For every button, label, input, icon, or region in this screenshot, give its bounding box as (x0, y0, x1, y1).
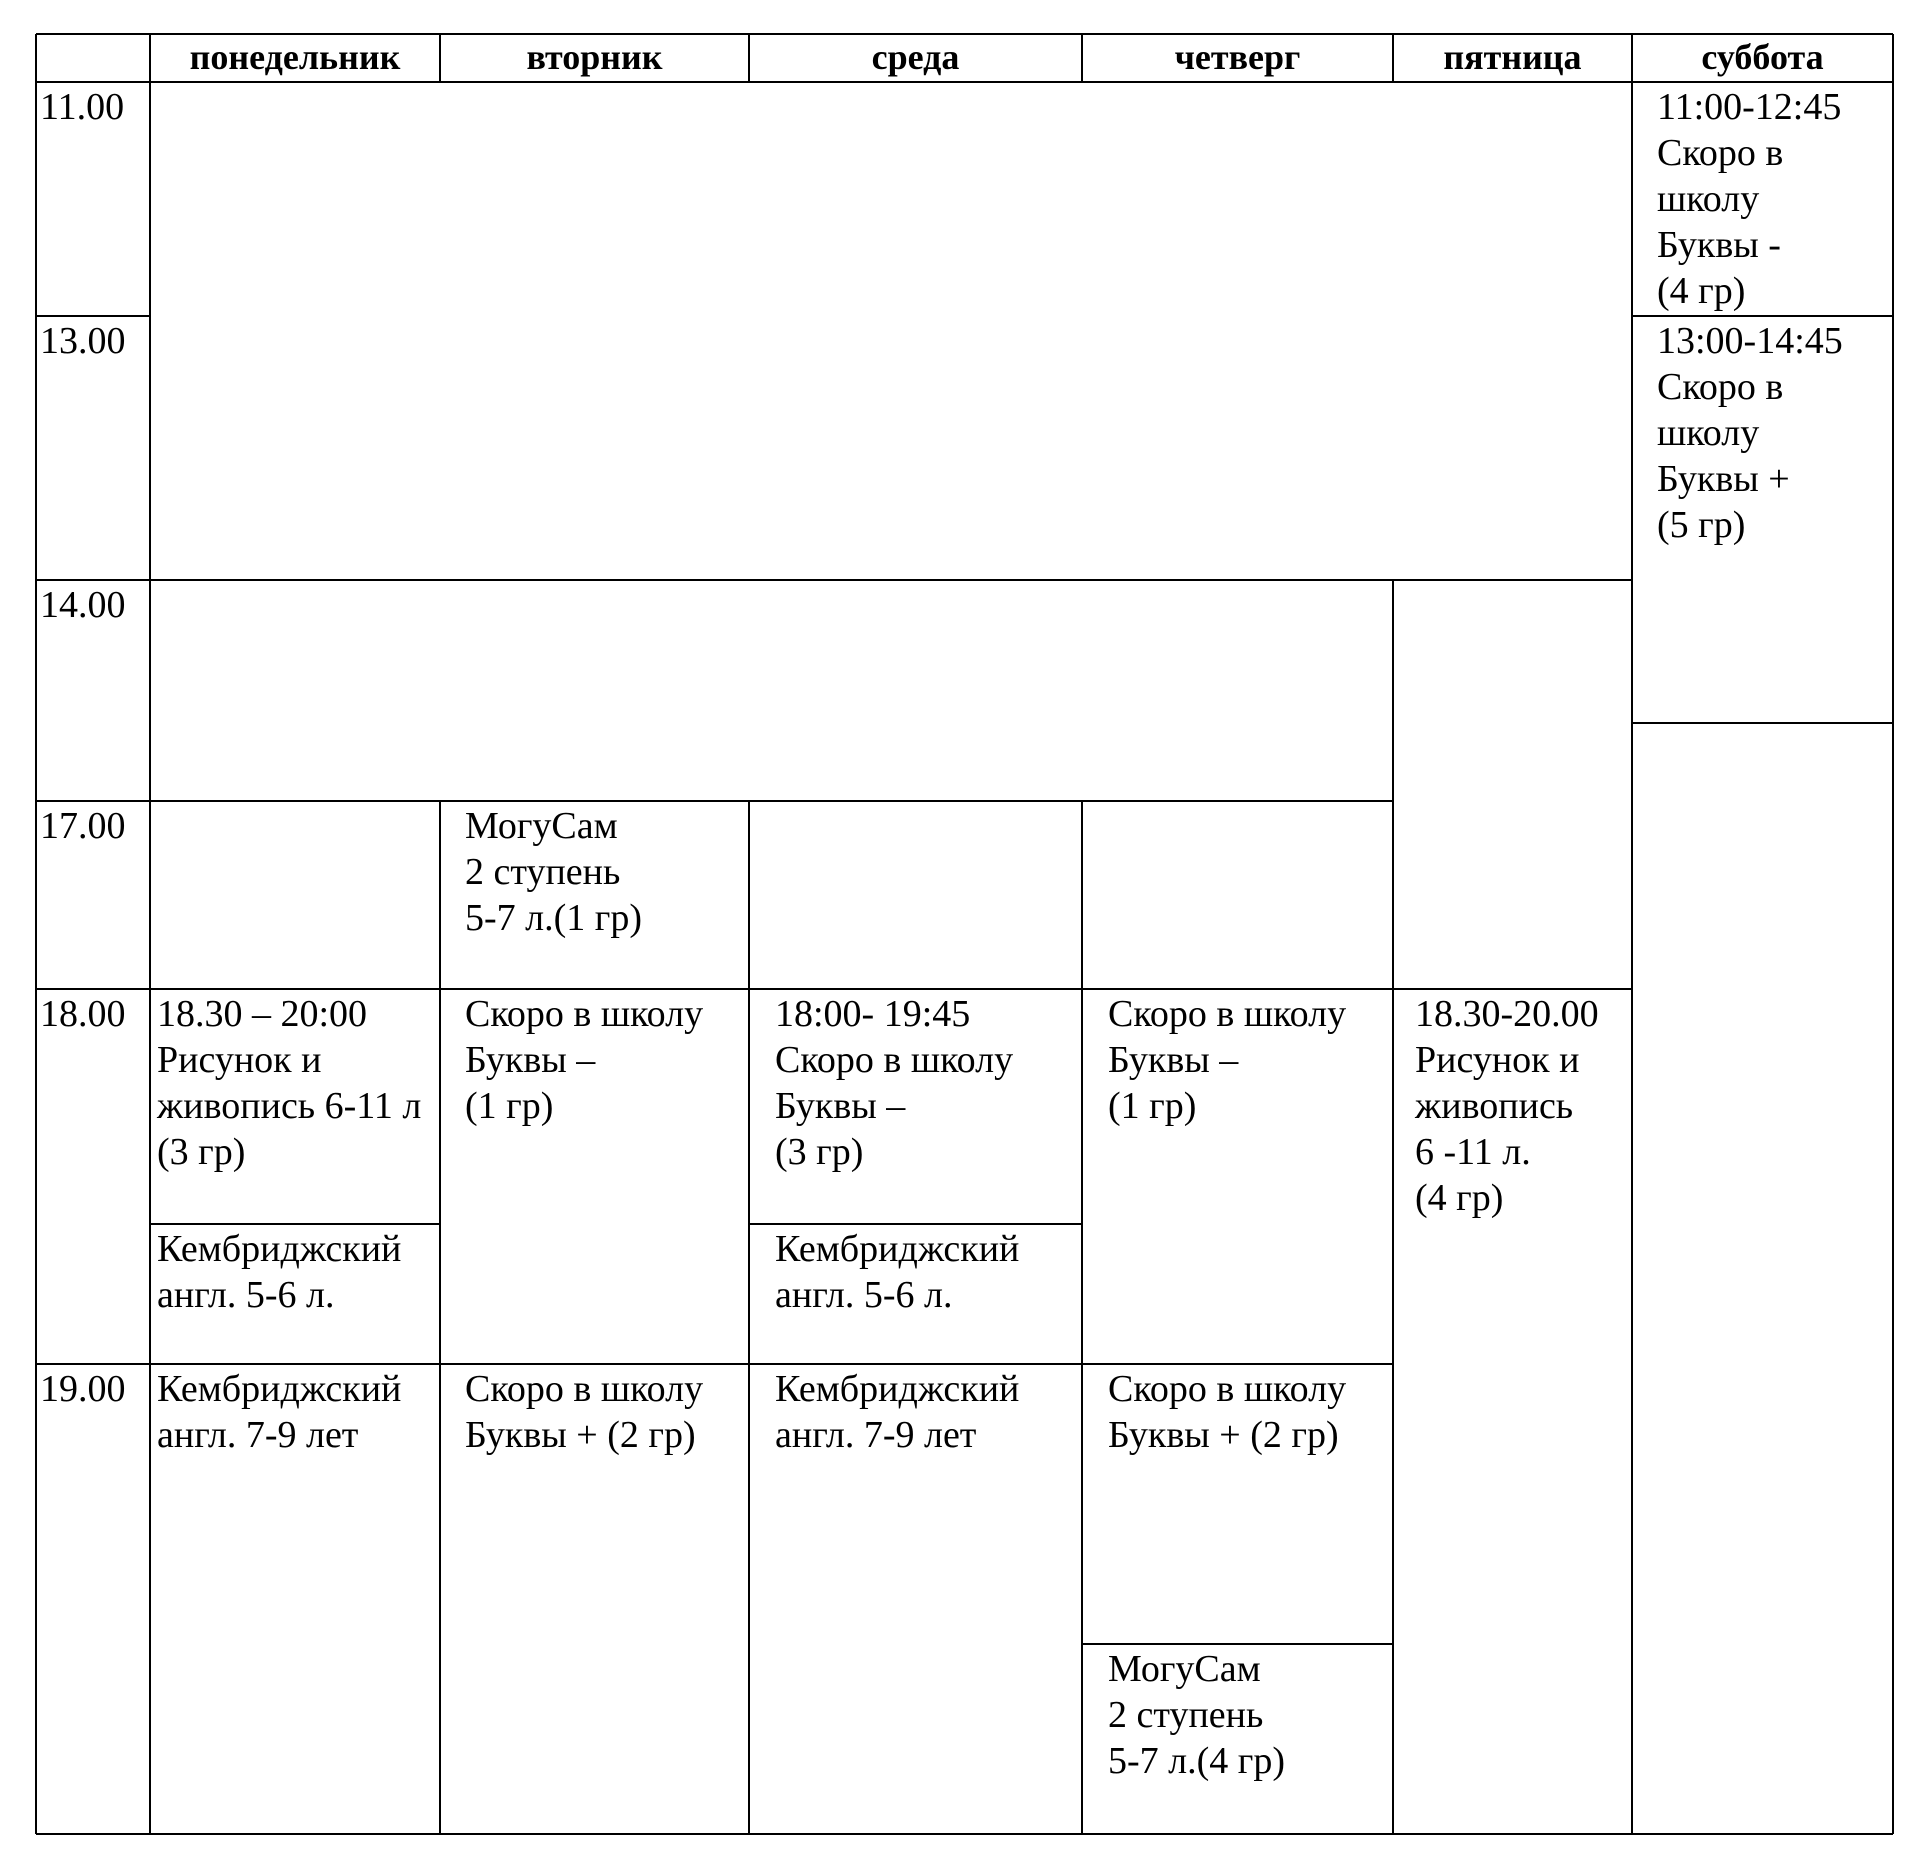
event-saturday-1300: 13:00-14:45 Скоро в школу Буквы + (5 гр) (1657, 320, 1843, 546)
event-monday-1845: Кембриджский англ. 5-6 л. (157, 1228, 402, 1316)
header-monday: понедельник (189, 37, 401, 77)
header-wednesday: среда (871, 37, 960, 77)
event-tuesday-1900: Скоро в школу Буквы + (2 гр) (465, 1368, 704, 1456)
time-17: 17.00 (40, 805, 126, 847)
event-friday-1800: 18.30-20.00 Рисунок и живопись 6 -11 л. (4 гр) (1415, 993, 1599, 1219)
time-18: 18.00 (40, 993, 126, 1035)
time-11: 11.00 (40, 86, 125, 128)
event-wednesday-1800: 18:00- 19:45 Скоро в школу Буквы – (3 гр) (775, 993, 1014, 1173)
header-saturday: суббота (1701, 37, 1824, 77)
header-thursday: четверг (1174, 37, 1301, 77)
event-saturday-1100: 11:00-12:45 Скоро в школу Буквы - (4 гр) (1657, 86, 1842, 312)
event-tuesday-1800: Скоро в школу Буквы – (1 гр) (465, 993, 704, 1127)
header-tuesday: вторник (526, 37, 663, 77)
event-wednesday-1900: Кембриджский англ. 7-9 лет (775, 1368, 1020, 1456)
event-monday-1800: 18.30 – 20:00 Рисунок и живопись 6-11 л (3 гр) (157, 993, 422, 1173)
event-thursday-2000: МогуСам 2 ступень 5-7 л.(4 гр) (1108, 1648, 1286, 1782)
time-19: 19.00 (40, 1368, 126, 1410)
event-thursday-1800: Скоро в школу Буквы – (1 гр) (1108, 993, 1347, 1127)
event-wednesday-1845: Кембриджский англ. 5-6 л. (775, 1228, 1020, 1316)
event-thursday-1900: Скоро в школу Буквы + (2 гр) (1108, 1368, 1347, 1456)
time-13: 13.00 (40, 320, 126, 362)
header-friday: пятница (1443, 37, 1582, 77)
event-tuesday-1700: МогуСам 2 ступень 5-7 л.(1 гр) (465, 805, 643, 939)
time-14: 14.00 (40, 584, 126, 626)
event-monday-1900: Кембриджский англ. 7-9 лет (157, 1368, 402, 1456)
